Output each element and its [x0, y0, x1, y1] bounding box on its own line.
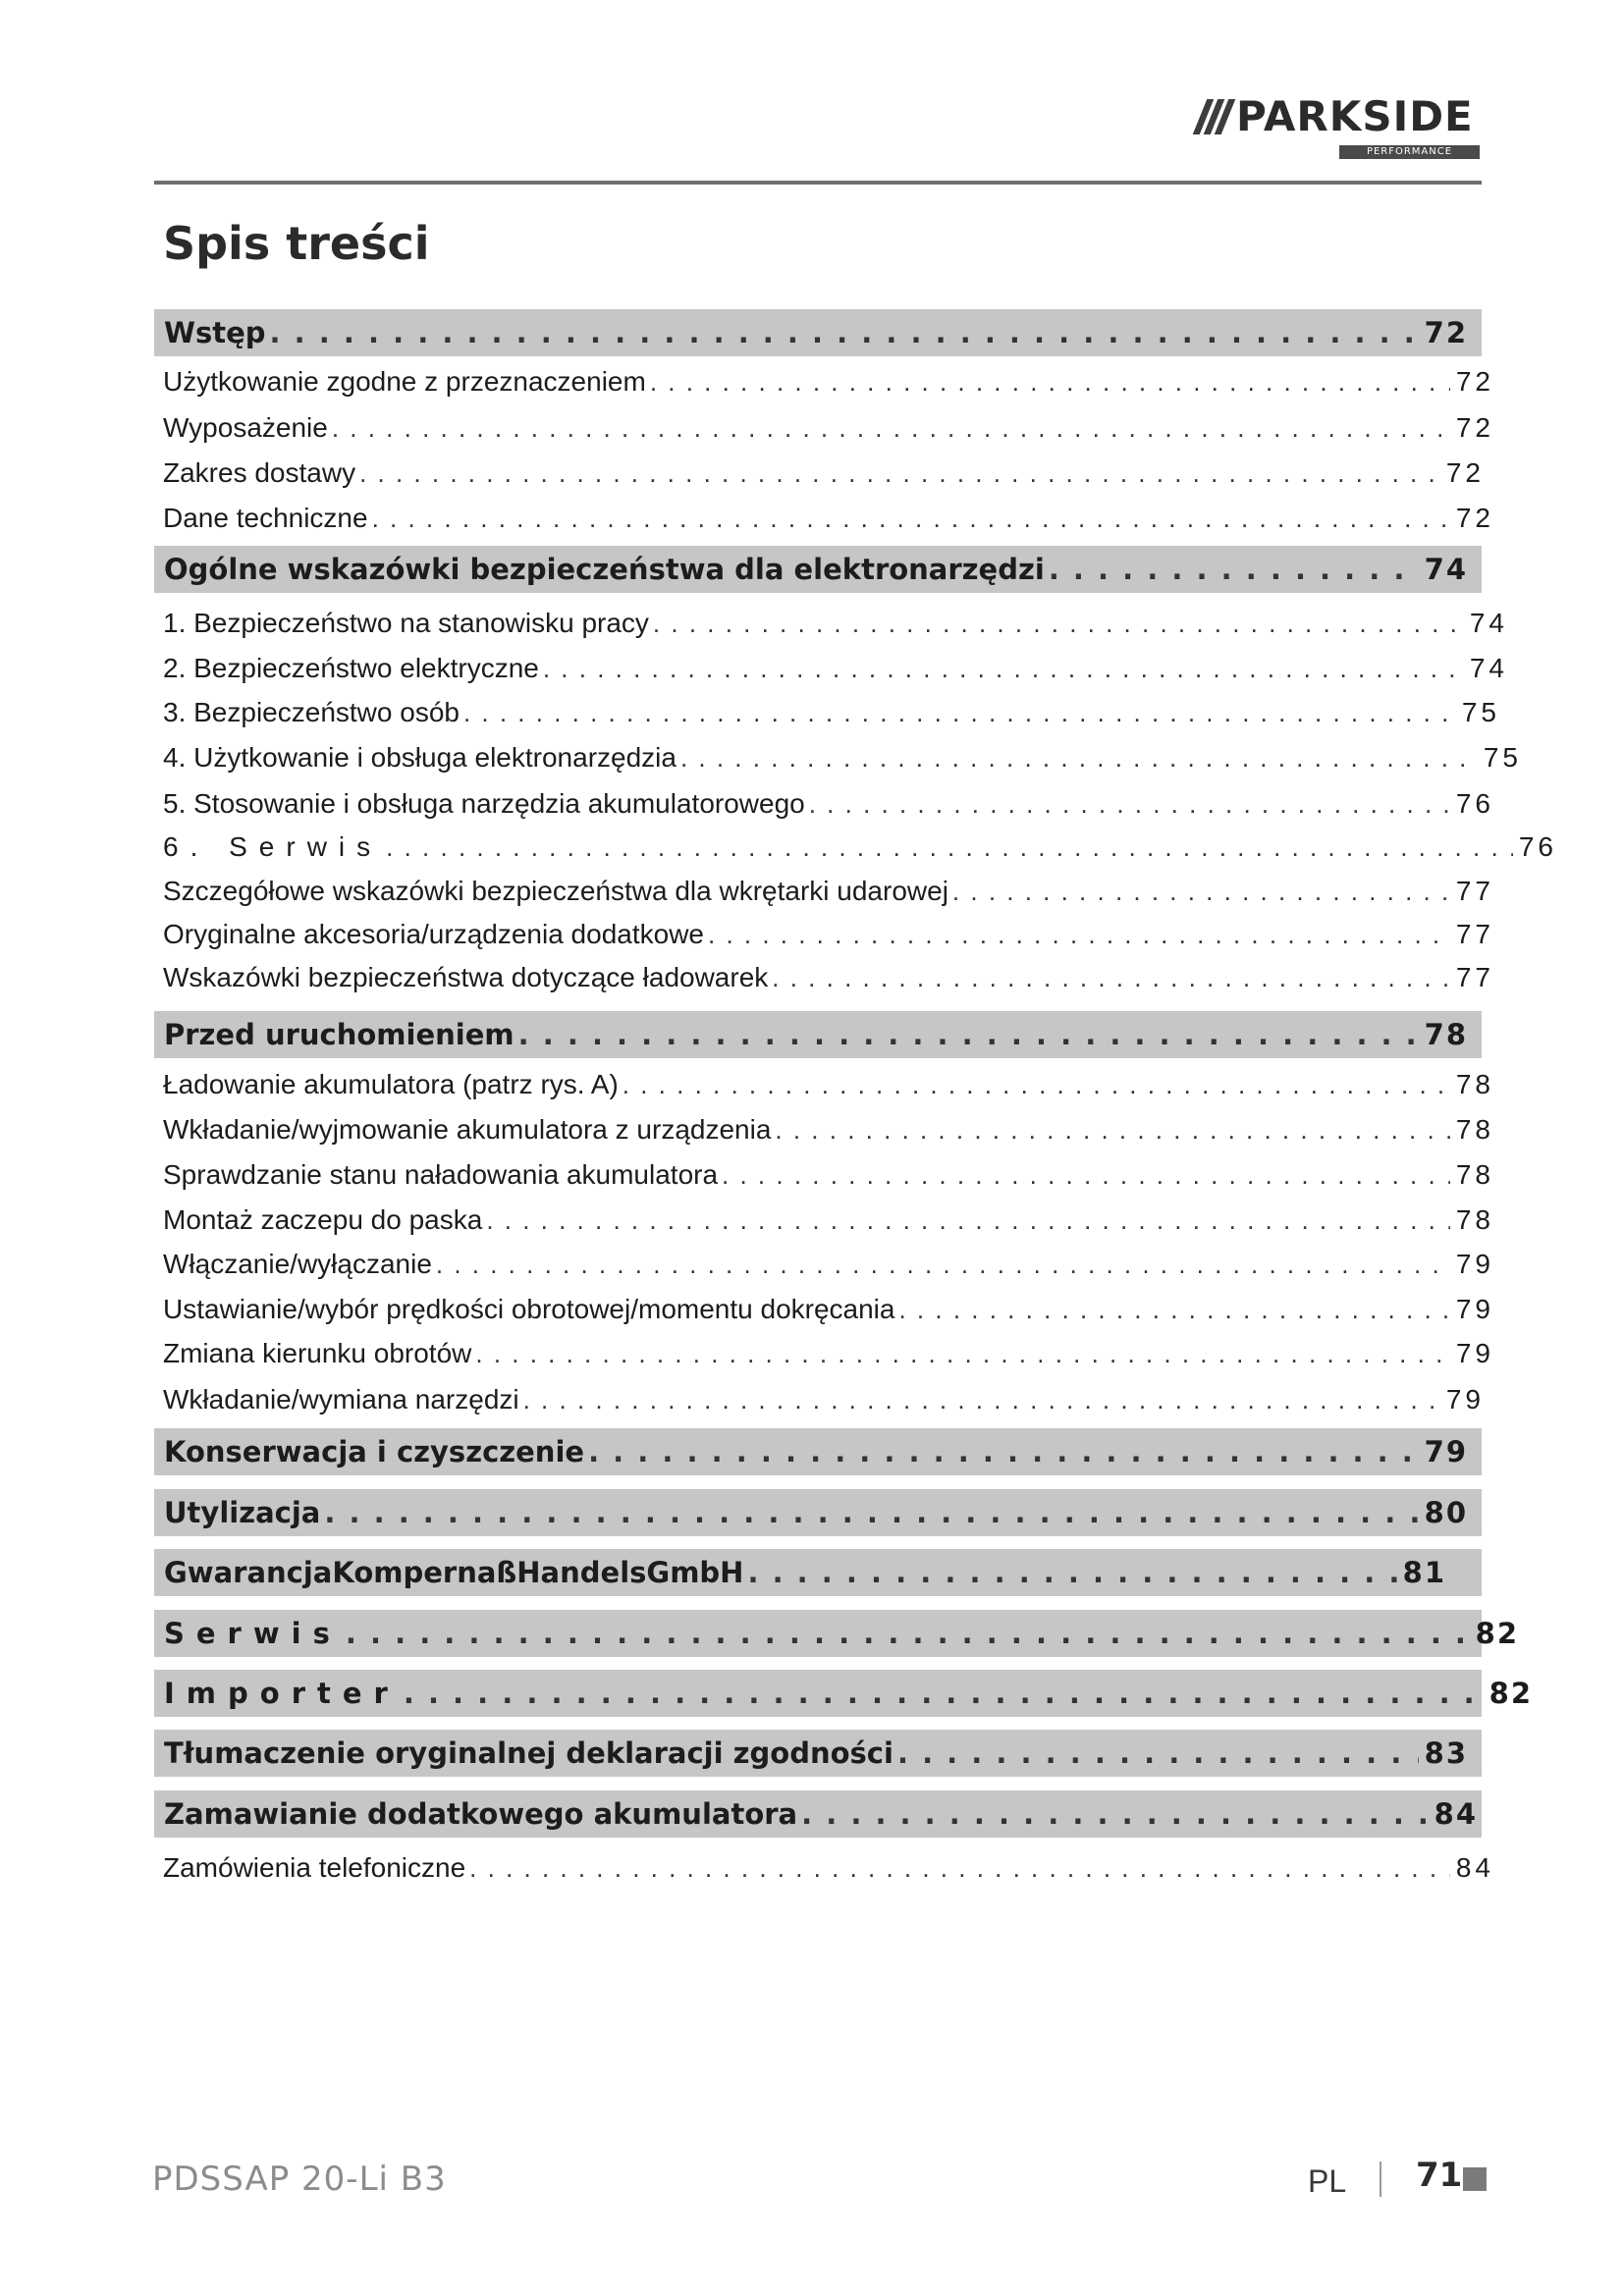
toc-page-number: 72: [1455, 366, 1494, 397]
brand-name: PARKSIDE: [1236, 92, 1474, 140]
toc-leader: [898, 1295, 1449, 1325]
toc-entry[interactable]: [163, 958, 1494, 997]
toc-entry[interactable]: [163, 1380, 1485, 1419]
toc-section[interactable]: [154, 1670, 1539, 1717]
toc-entry-title: Szczegółowe wskazówki bezpieczeństwa dla wkrętarki udarowej: [163, 876, 948, 906]
toc-leader: [324, 1496, 1418, 1529]
toc-leader: [359, 458, 1440, 489]
toc-entry[interactable]: [163, 915, 1494, 954]
toc-entry-title: Zamówienia telefoniczne: [163, 1852, 466, 1883]
toc-leader: [486, 1205, 1450, 1236]
toc-entry[interactable]: [163, 1155, 1494, 1195]
toc-leader: [463, 698, 1456, 728]
toc-entry-title: Wskazówki bezpieczeństwa dotyczące ładowarek: [163, 962, 769, 992]
toc-page-number: 80: [1424, 1496, 1468, 1529]
toc-section[interactable]: [154, 1730, 1482, 1777]
toc-page-number: 72: [1424, 316, 1468, 349]
toc-leader: [588, 1435, 1419, 1468]
toc-page-number: 74: [1424, 553, 1468, 586]
toc-page-number: 74: [1469, 608, 1508, 638]
toc-entry-title: Zakres dostawy: [163, 457, 356, 488]
toc-entry-title: Wkładanie/wymiana narzędzi: [163, 1384, 519, 1415]
toc-entry-title: 5. Stosowanie i obsługa narzędzia akumulatorowego: [163, 788, 805, 819]
footer-square-icon: [1463, 2167, 1487, 2191]
toc-page-number: 74: [1469, 653, 1508, 683]
toc-page-number: 78: [1455, 1069, 1494, 1099]
toc-page-number: 82: [1489, 1677, 1533, 1710]
toc-section-title: Konserwacja i czyszczenie: [164, 1435, 585, 1468]
toc-leader: [708, 920, 1450, 950]
toc-entry-title: Ustawianie/wybór prędkości obrotowej/momentu dokręcania: [163, 1294, 895, 1324]
toc-leader: [404, 1677, 1484, 1710]
toc-page-number: 76: [1455, 788, 1494, 819]
toc-leader: [1049, 553, 1419, 586]
toc-entry[interactable]: [163, 1110, 1494, 1149]
toc-page-number: 83: [1424, 1736, 1468, 1770]
toc-entry[interactable]: [163, 828, 1557, 867]
toc-entry-title: 1. Bezpieczeństwo na stanowisku pracy: [163, 608, 649, 638]
toc-leader: [475, 1339, 1449, 1369]
toc-leader: [650, 367, 1450, 398]
toc-leader: [518, 1018, 1419, 1051]
toc-page-number: 75: [1461, 697, 1500, 727]
toc-leader: [543, 654, 1464, 684]
toc-leader: [801, 1797, 1429, 1831]
toc-leader: [623, 1070, 1450, 1100]
toc-entry[interactable]: [163, 454, 1485, 493]
footer-divider: [1380, 2162, 1381, 2197]
toc-section[interactable]: [154, 1011, 1482, 1058]
toc-leader: [772, 963, 1450, 993]
toc-entry[interactable]: [163, 872, 1494, 911]
brand-subtitle: PERFORMANCE: [1339, 145, 1480, 159]
toc-page-number: 84: [1455, 1852, 1494, 1883]
toc-entry[interactable]: [163, 1201, 1494, 1240]
toc-entry[interactable]: [163, 1245, 1494, 1284]
toc-section-title: Importer: [164, 1677, 400, 1710]
footer-model-number: PDSSAP 20-Li B3: [152, 2160, 447, 2199]
toc-leader: [469, 1853, 1450, 1884]
toc-page-number: 77: [1455, 876, 1494, 906]
toc-page-number: 79: [1455, 1249, 1494, 1279]
toc-entry[interactable]: [163, 499, 1494, 538]
toc-entry-title: Zmiana kierunku obrotów: [163, 1338, 472, 1368]
toc-entry-title: Dane techniczne: [163, 503, 368, 533]
toc-page-number: 79: [1455, 1294, 1494, 1324]
toc-section-title: Tłumaczenie oryginalnej deklaracji zgodności: [164, 1736, 893, 1770]
toc-entry[interactable]: [163, 649, 1508, 688]
toc-leader: [523, 1385, 1440, 1415]
toc-page-number: 81: [1402, 1556, 1446, 1589]
toc-leader: [897, 1736, 1419, 1770]
toc-leader: [722, 1160, 1450, 1191]
toc-entry[interactable]: [163, 1065, 1494, 1104]
toc-section[interactable]: [154, 1428, 1482, 1475]
toc-section-title: Zamawianie dodatkowego akumulatora: [164, 1797, 798, 1831]
toc-entry[interactable]: [163, 362, 1494, 401]
toc-page-number: 84: [1434, 1797, 1478, 1831]
toc-section-title: Serwis: [164, 1617, 342, 1650]
toc-entry-title: Wyposażenie: [163, 412, 328, 443]
toc-entry[interactable]: [163, 693, 1500, 732]
toc-entry-title: Montaż zaczepu do paska: [163, 1204, 483, 1235]
toc-section-title: Ogólne wskazówki bezpieczeństwa dla elektronarzędzi: [164, 553, 1045, 586]
toc-entry-title: Oryginalne akcesoria/urządzenia dodatkowe: [163, 919, 704, 949]
toc-section[interactable]: [154, 546, 1482, 593]
toc-page-number: 76: [1518, 831, 1557, 862]
toc-entry-title: Włączanie/wyłączanie: [163, 1249, 432, 1279]
toc-leader: [372, 504, 1450, 534]
toc-section[interactable]: [154, 1790, 1482, 1838]
footer-page-number: 71: [1416, 2156, 1463, 2195]
toc-leader: [809, 789, 1450, 820]
toc-page-number: 78: [1424, 1018, 1468, 1051]
toc-page-number: 78: [1455, 1159, 1494, 1190]
toc-entry[interactable]: [163, 738, 1522, 777]
toc-page-number: 77: [1455, 919, 1494, 949]
toc-leader: [386, 832, 1513, 863]
toc-entry[interactable]: [163, 408, 1494, 448]
toc-entry[interactable]: [163, 604, 1508, 643]
toc-entry-title: Sprawdzanie stanu naładowania akumulatora: [163, 1159, 719, 1190]
toc-page-number: 82: [1475, 1617, 1519, 1650]
toc-entry-title: 4. Użytkowanie i obsługa elektronarzędzia: [163, 742, 677, 773]
toc-page-number: 79: [1455, 1338, 1494, 1368]
toc-entry-title: Użytkowanie zgodne z przeznaczeniem: [163, 366, 646, 397]
toc-entry-title: 3. Bezpieczeństwo osób: [163, 697, 460, 727]
toc-page-number: 78: [1455, 1114, 1494, 1145]
toc-entry[interactable]: [163, 1848, 1494, 1888]
toc-entry-title: 2. Bezpieczeństwo elektryczne: [163, 653, 539, 683]
toc-leader: [270, 316, 1419, 349]
toc-entry[interactable]: [163, 1334, 1494, 1373]
toc-page-number: 78: [1455, 1204, 1494, 1235]
toc-leader: [346, 1617, 1470, 1650]
toc-entry-title: Wkładanie/wyjmowanie akumulatora z urządzenia: [163, 1114, 772, 1145]
toc-section[interactable]: [154, 309, 1482, 356]
toc-page-number: 79: [1445, 1384, 1485, 1415]
toc-section-title: Przed uruchomieniem: [164, 1018, 514, 1051]
toc-section-title: Utylizacja: [164, 1496, 321, 1529]
toc-leader: [653, 609, 1464, 639]
toc-section-title: GwarancjaKompernaßHandelsGmbH: [164, 1556, 744, 1589]
toc-page-number: 79: [1424, 1435, 1468, 1468]
toc-entry[interactable]: [163, 784, 1494, 824]
toc-entry-title: 6. Serwis: [163, 831, 383, 862]
toc-leader: [775, 1115, 1449, 1146]
toc-leader: [952, 877, 1450, 907]
toc-page-number: 72: [1445, 457, 1485, 488]
toc-leader: [436, 1250, 1450, 1280]
toc-page-number: 75: [1483, 742, 1522, 773]
toc-entry-title: Ładowanie akumulatora (patrz rys. A): [163, 1069, 619, 1099]
toc-section-title: Wstęp: [164, 316, 266, 349]
toc-section[interactable]: [154, 1549, 1482, 1596]
toc-leader: [332, 413, 1450, 444]
footer-language: PL: [1308, 2163, 1347, 2199]
toc-page-number: 72: [1455, 412, 1494, 443]
page-title: Spis treści: [163, 217, 430, 270]
toc-section[interactable]: [154, 1489, 1482, 1536]
toc-leader: [747, 1556, 1396, 1589]
toc-page-number: 72: [1455, 503, 1494, 533]
toc-section[interactable]: [154, 1610, 1525, 1657]
toc-page-number: 77: [1455, 962, 1494, 992]
toc-entry[interactable]: [163, 1290, 1494, 1329]
toc-leader: [680, 743, 1478, 774]
